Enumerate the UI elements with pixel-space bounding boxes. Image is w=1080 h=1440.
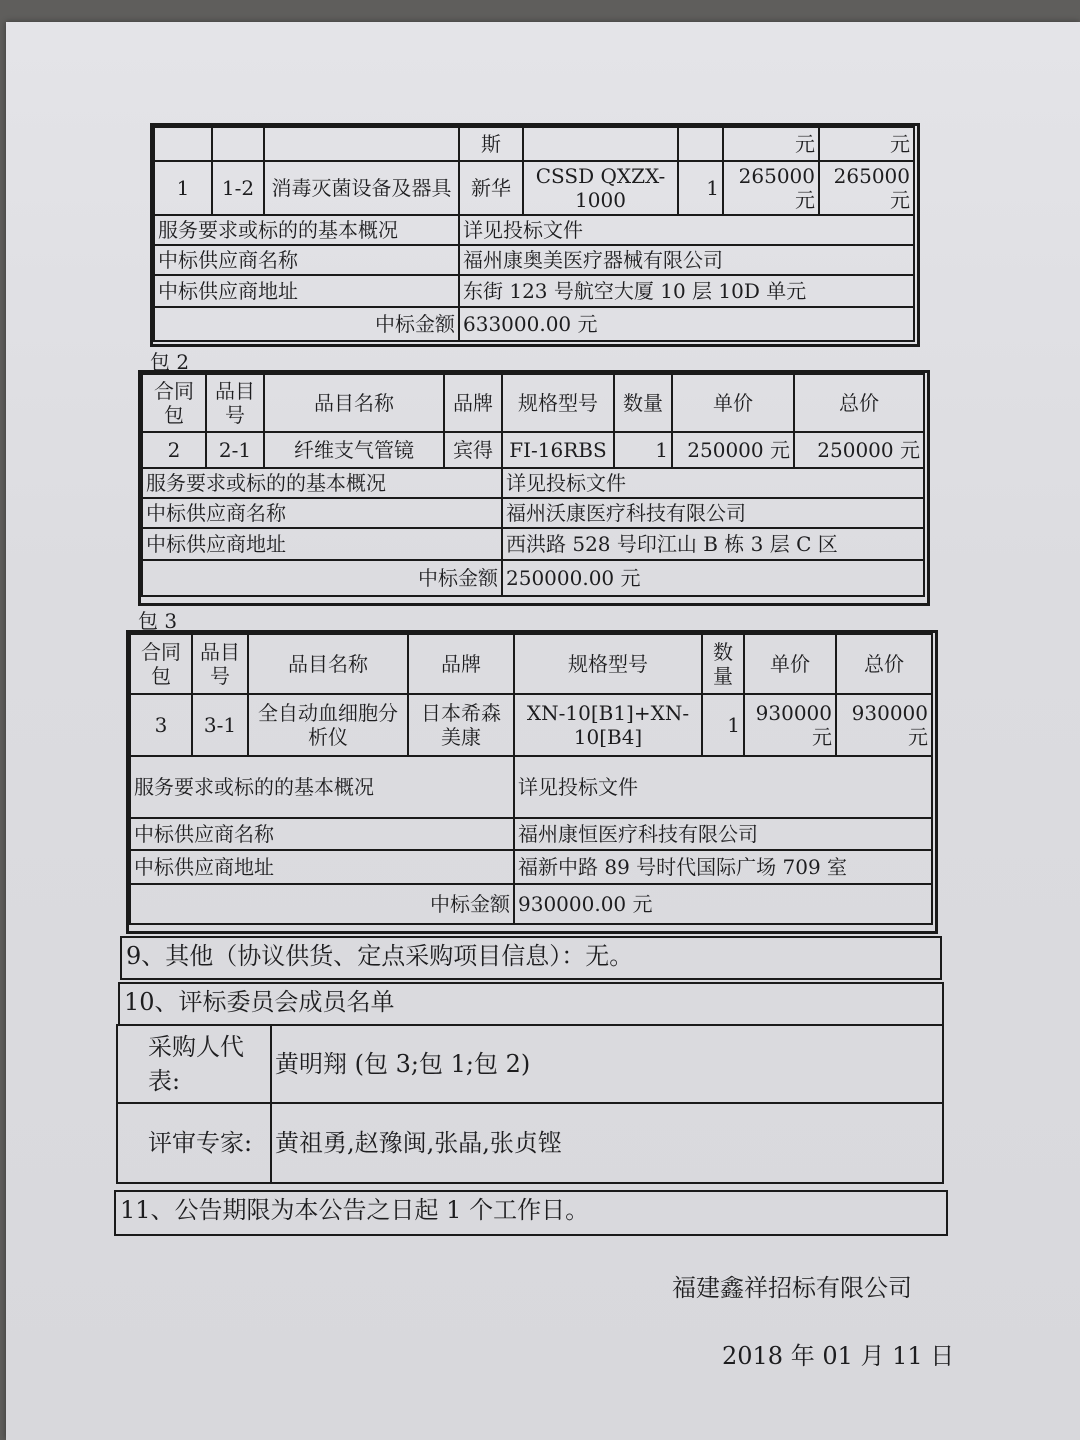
pkg3-table [129,633,933,925]
pkg1-amount-value: 633000.00 元 [459,307,914,341]
pkg2-header-unit: 单价 [672,374,794,432]
buyer-rep-value: 黄明翔 (包 3;包 1;包 2) [271,1025,943,1103]
pkg3-name: 全自动血细胞分析仪 [248,694,408,756]
pkg2-address-value: 西洪路 528 号印江山 B 栋 3 层 C 区 [502,528,924,560]
pkg3-item: 3-1 [192,694,248,756]
pkg1-qty: 1 [678,161,723,215]
pkg2-amount-label: 中标金额 [142,560,502,596]
pkg3-header-contract: 合同包 [130,634,192,694]
pkg2-supplier-label: 中标供应商名称 [142,498,502,528]
pkg3-service-value: 详见投标文件 [514,756,932,818]
pkg3-unit: 930000元 [744,694,836,756]
pkg2-service-value: 详见投标文件 [502,468,924,498]
pkg3-header-qty: 数量 [702,634,744,694]
pkg1-address-label: 中标供应商地址 [154,275,459,307]
pkg2-title: 包 2 [150,350,190,374]
pkg2-table [141,373,925,597]
pkg1-unit-tail: 元 [723,127,819,161]
experts-label: 评审专家: [117,1103,271,1183]
pkg2-address-label: 中标供应商地址 [142,528,502,560]
pkg1-cell-contract-top [154,127,212,161]
pkg3-contract: 3 [130,694,192,756]
pkg2-unit: 250000 元 [672,432,794,468]
pkg1-name: 消毒灭菌设备及器具 [264,161,459,215]
pkg3-header-brand: 品牌 [408,634,514,694]
pkg2-qty: 1 [614,432,672,468]
pkg3-amount-label: 中标金额 [130,884,514,924]
issuer-company: 福建鑫祥招标有限公司 [672,1274,912,1302]
pkg1-total-tail: 元 [819,127,914,161]
pkg1-amount-label: 中标金额 [154,307,459,341]
pkg3-header-total: 总价 [836,634,932,694]
pkg1-supplier-value: 福州康奥美医疗器械有限公司 [459,245,914,275]
pkg3-model: XN-10[B1]+XN-10[B4] [514,694,702,756]
pkg3-supplier-label: 中标供应商名称 [130,818,514,850]
pkg2-header-qty: 数量 [614,374,672,432]
section-11: 11、公告期限为本公告之日起 1 个工作日。 [114,1190,948,1236]
pkg2-header-brand: 品牌 [444,374,502,432]
buyer-rep-label: 采购人代表: [117,1025,271,1103]
pkg3-header-name: 品目名称 [248,634,408,694]
pkg1-address-value: 东街 123 号航空大厦 10 层 10D 单元 [459,275,914,307]
pkg1-table [153,126,915,342]
pkg1-brand-tail: 斯 [459,127,523,161]
pkg2-name: 纤维支气管镜 [264,432,444,468]
pkg2-total: 250000 元 [794,432,924,468]
pkg1-service-value: 详见投标文件 [459,215,914,245]
pkg1-service-label: 服务要求或标的的基本概况 [154,215,459,245]
pkg1-unit: 265000元 [723,161,819,215]
pkg1-cell-model-top [523,127,678,161]
pkg3-header-unit: 单价 [744,634,836,694]
pkg2-amount-value: 250000.00 元 [502,560,924,596]
issue-date: 2018 年 01 月 11 日 [722,1342,955,1370]
section-9: 9、其他（协议供货、定点采购项目信息）：无。 [120,936,942,980]
pkg1-model: CSSD QXZX-1000 [523,161,678,215]
pkg2-header-contract: 合同包 [142,374,206,432]
pkg2-header-model: 规格型号 [502,374,614,432]
pkg1-cell-qty-top [678,127,723,161]
pkg3-amount-value: 930000.00 元 [514,884,932,924]
section-10: 10、评标委员会成员名单 [118,982,944,1026]
pkg2-supplier-value: 福州沃康医疗科技有限公司 [502,498,924,528]
pkg3-brand: 日本希森美康 [408,694,514,756]
pkg2-item: 2-1 [206,432,264,468]
pkg3-title: 包 3 [138,609,178,633]
pkg2-model: FI-16RBS [502,432,614,468]
pkg1-cell-item-top [212,127,264,161]
pkg3-total: 930000元 [836,694,932,756]
pkg1-cell-name-top [264,127,459,161]
pkg3-service-label: 服务要求或标的的基本概况 [130,756,514,818]
pkg3-header-item: 品目号 [192,634,248,694]
pkg1-item: 1-2 [212,161,264,215]
committee-table [116,1024,944,1184]
pkg1-total: 265000元 [819,161,914,215]
pkg3-header-model: 规格型号 [514,634,702,694]
pkg2-brand: 宾得 [444,432,502,468]
pkg3-address-label: 中标供应商地址 [130,850,514,884]
pkg2-header-name: 品目名称 [264,374,444,432]
pkg1-supplier-label: 中标供应商名称 [154,245,459,275]
pkg2-header-total: 总价 [794,374,924,432]
pkg2-contract: 2 [142,432,206,468]
pkg2-header-item: 品目号 [206,374,264,432]
pkg3-supplier-value: 福州康恒医疗科技有限公司 [514,818,932,850]
pkg1-brand: 新华 [459,161,523,215]
experts-value: 黄祖勇,赵豫闽,张晶,张贞铿 [271,1103,943,1183]
pkg3-qty: 1 [702,694,744,756]
pkg3-address-value: 福新中路 89 号时代国际广场 709 室 [514,850,932,884]
pkg2-service-label: 服务要求或标的的基本概况 [142,468,502,498]
pkg1-contract: 1 [154,161,212,215]
